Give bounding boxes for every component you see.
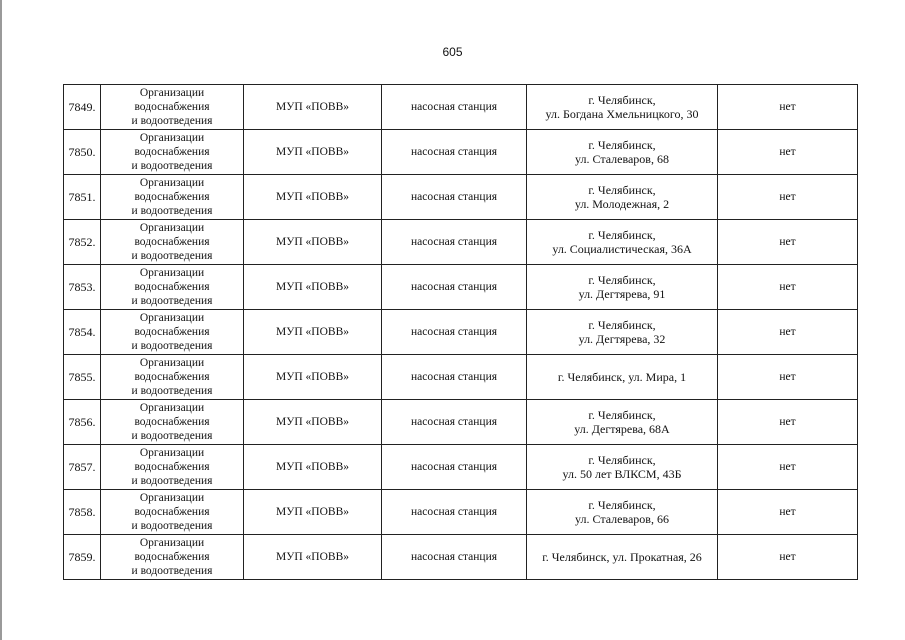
address-line: ул. Дегтярева, 91 <box>578 287 666 301</box>
object-type-cell: насосная станция <box>382 535 527 580</box>
object-type-cell: насосная станция <box>382 175 527 220</box>
owner-cell: МУП «ПОВВ» <box>244 445 382 490</box>
registry-body <box>64 85 858 580</box>
value-cell: нет <box>718 130 858 175</box>
address-line: г. Челябинск, <box>588 318 656 332</box>
table-row <box>64 445 858 490</box>
organization-type-line: Организации <box>139 537 205 549</box>
value-cell: нет <box>718 355 858 400</box>
object-type-cell: насосная станция <box>382 490 527 535</box>
value-cell: нет <box>718 400 858 445</box>
organization-type-line: Организации <box>139 357 205 369</box>
address-cell <box>527 265 718 310</box>
organization-type-line: водоснабжения <box>134 506 210 518</box>
row-number-cell: 7856. <box>64 400 101 445</box>
address-line: г. Челябинск, <box>588 408 656 422</box>
organization-type-line: Организации <box>139 132 205 144</box>
address-line: г. Челябинск, <box>588 228 656 242</box>
row-number-cell: 7850. <box>64 130 101 175</box>
address-cell <box>527 310 718 355</box>
address-cell <box>527 445 718 490</box>
owner-cell: МУП «ПОВВ» <box>244 310 382 355</box>
table-row <box>64 535 858 580</box>
address-cell <box>527 130 718 175</box>
organization-type-line: Организации <box>139 402 205 414</box>
value-cell: нет <box>718 535 858 580</box>
value-cell: нет <box>718 175 858 220</box>
organization-type-line: Организации <box>139 267 205 279</box>
organization-type-line: водоснабжения <box>134 326 210 338</box>
row-number-cell: 7852. <box>64 220 101 265</box>
organization-type-line: и водоотведения <box>131 565 213 577</box>
organization-type-cell <box>101 265 244 310</box>
organization-type-cell <box>101 400 244 445</box>
table-row <box>64 265 858 310</box>
address-line: г. Челябинск, <box>588 453 656 467</box>
owner-cell: МУП «ПОВВ» <box>244 220 382 265</box>
organization-type-line: водоснабжения <box>134 551 210 563</box>
table-row <box>64 175 858 220</box>
address-line: ул. Дегтярева, 68А <box>574 422 670 436</box>
value-cell: нет <box>718 85 858 130</box>
organization-type-line: Организации <box>139 312 205 324</box>
object-type-cell: насосная станция <box>382 355 527 400</box>
address-line: г. Челябинск, <box>588 498 656 512</box>
address-line: г. Челябинск, ул. Прокатная, 26 <box>542 550 702 564</box>
organization-type-line: водоснабжения <box>134 461 210 473</box>
address-line: ул. 50 лет ВЛКСМ, 43Б <box>562 467 682 481</box>
owner-cell: МУП «ПОВВ» <box>244 355 382 400</box>
object-type-cell: насосная станция <box>382 310 527 355</box>
organization-type-cell <box>101 535 244 580</box>
organization-type-cell <box>101 130 244 175</box>
scan-edge <box>0 0 2 640</box>
page-number: 605 <box>442 45 463 59</box>
table-row <box>64 220 858 265</box>
owner-cell: МУП «ПОВВ» <box>244 535 382 580</box>
organization-type-cell <box>101 490 244 535</box>
organization-type-line: и водоотведения <box>131 520 213 532</box>
organization-type-line: и водоотведения <box>131 160 213 172</box>
address-line: ул. Богдана Хмельницкого, 30 <box>545 107 699 121</box>
address-cell <box>527 355 718 400</box>
address-line: ул. Дегтярева, 32 <box>578 332 666 346</box>
organization-type-cell <box>101 85 244 130</box>
object-type-cell: насосная станция <box>382 130 527 175</box>
organization-type-line: водоснабжения <box>134 191 210 203</box>
address-cell <box>527 175 718 220</box>
address-line: г. Челябинск, ул. Мира, 1 <box>557 370 687 384</box>
owner-cell: МУП «ПОВВ» <box>244 490 382 535</box>
owner-cell: МУП «ПОВВ» <box>244 400 382 445</box>
organization-type-line: и водоотведения <box>131 385 213 397</box>
organization-type-line: Организации <box>139 222 205 234</box>
address-line: г. Челябинск, <box>588 138 656 152</box>
address-cell <box>527 220 718 265</box>
table-row <box>64 355 858 400</box>
address-cell <box>527 400 718 445</box>
row-number-cell: 7849. <box>64 85 101 130</box>
organization-type-cell <box>101 355 244 400</box>
object-type-cell: насосная станция <box>382 265 527 310</box>
organization-type-line: Организации <box>139 492 205 504</box>
organization-type-line: Организации <box>139 177 205 189</box>
organization-type-line: и водоотведения <box>131 250 213 262</box>
object-type-cell: насосная станция <box>382 85 527 130</box>
object-type-cell: насосная станция <box>382 445 527 490</box>
row-number-cell: 7854. <box>64 310 101 355</box>
value-cell: нет <box>718 490 858 535</box>
organization-type-line: водоснабжения <box>134 371 210 383</box>
owner-cell: МУП «ПОВВ» <box>244 130 382 175</box>
address-cell <box>527 535 718 580</box>
object-type-cell: насосная станция <box>382 220 527 265</box>
organization-type-line: и водоотведения <box>131 205 213 217</box>
organization-type-line: и водоотведения <box>131 115 213 127</box>
address-cell <box>527 490 718 535</box>
owner-cell: МУП «ПОВВ» <box>244 85 382 130</box>
row-number-cell: 7858. <box>64 490 101 535</box>
organization-type-line: Организации <box>139 87 205 99</box>
organization-type-line: и водоотведения <box>131 475 213 487</box>
value-cell: нет <box>718 220 858 265</box>
table-row <box>64 130 858 175</box>
organization-type-cell <box>101 175 244 220</box>
table-row <box>64 310 858 355</box>
owner-cell: МУП «ПОВВ» <box>244 175 382 220</box>
address-line: г. Челябинск, <box>588 93 656 107</box>
row-number-cell: 7851. <box>64 175 101 220</box>
organization-type-line: Организации <box>139 447 205 459</box>
organization-type-line: и водоотведения <box>131 295 213 307</box>
value-cell: нет <box>718 265 858 310</box>
organization-type-line: и водоотведения <box>131 340 213 352</box>
address-line: г. Челябинск, <box>588 273 656 287</box>
owner-cell: МУП «ПОВВ» <box>244 265 382 310</box>
table-row <box>64 85 858 130</box>
address-line: г. Челябинск, <box>588 183 656 197</box>
organization-type-line: водоснабжения <box>134 146 210 158</box>
address-line: ул. Молодежная, 2 <box>574 197 670 211</box>
address-cell <box>527 85 718 130</box>
organization-type-line: водоснабжения <box>134 416 210 428</box>
row-number-cell: 7855. <box>64 355 101 400</box>
organization-type-line: водоснабжения <box>134 281 210 293</box>
organization-type-line: водоснабжения <box>134 101 210 113</box>
value-cell: нет <box>718 445 858 490</box>
organization-type-cell <box>101 310 244 355</box>
organization-type-cell <box>101 220 244 265</box>
address-line: ул. Сталеваров, 66 <box>575 512 669 526</box>
row-number-cell: 7859. <box>64 535 101 580</box>
object-type-cell: насосная станция <box>382 400 527 445</box>
organization-type-line: водоснабжения <box>134 236 210 248</box>
organization-type-cell <box>101 445 244 490</box>
value-cell: нет <box>718 310 858 355</box>
registry-table <box>63 84 858 580</box>
address-line: ул. Социалистическая, 36А <box>552 242 692 256</box>
row-number-cell: 7857. <box>64 445 101 490</box>
table-row <box>64 400 858 445</box>
table-row <box>64 490 858 535</box>
organization-type-line: и водоотведения <box>131 430 213 442</box>
address-line: ул. Сталеваров, 68 <box>575 152 669 166</box>
row-number-cell: 7853. <box>64 265 101 310</box>
